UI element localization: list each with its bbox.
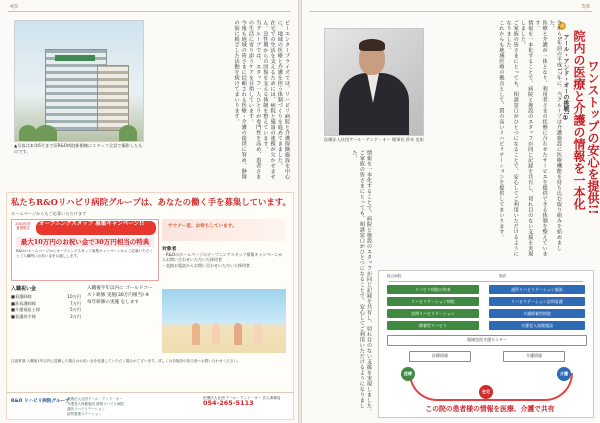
targets-block [162, 245, 286, 268]
contact-label: 医療法人社団 アール・アンド・オー 法人事務局 [203, 396, 281, 400]
diagram-box: リハビリテーション病院 [387, 297, 479, 306]
right-body-text-lower [310, 150, 372, 416]
recruit-footer [7, 392, 293, 419]
diagram-box: 通所リハビリテーション施設 [489, 285, 585, 294]
bonus-table [11, 285, 81, 320]
recruit-banner-photo [162, 219, 286, 241]
contact-block [203, 396, 280, 407]
body-paragraph: ビーエンタープライズでは、リハビリ病院と介護保険施設を中心に、地域の医療と介護を担う体制づくりを進めてきました。 [276, 20, 290, 180]
body-paragraph: 今後も地域の皆さまに信頼される医療・介護の提供に努め、静岡の街に根ざした活動を続けてまいります。 [233, 20, 247, 180]
person [234, 323, 242, 345]
hair [359, 39, 385, 51]
body-paragraph: ご家族の皆さまにとっても、相談窓口がひとつになることで、安心してご利用いただけるようになりました。 [351, 150, 365, 409]
body-paragraph: 在宅での生活を支えるためには、病院と施設の連携が欠かせません。急性期からの回復を支える体制を整えています。 [262, 20, 276, 180]
campaign-box [11, 219, 159, 281]
info-sharing-diagram [378, 270, 594, 418]
facility-item: 介護老人保健施設 静岡リハビリ病院 [67, 402, 125, 406]
person [192, 323, 200, 345]
recruit-headline: 私たちR&Oリハビリ病院グループは、あなたの働く手を募集しています。 [11, 197, 291, 207]
diagram-box: 介護情報 [503, 351, 565, 362]
bonus-role: ■看護師様 [11, 294, 32, 299]
diagram-box: リハビリ病院の外来 [387, 285, 479, 294]
person [254, 323, 262, 345]
bonus-role: ■看護助手様 [11, 313, 36, 319]
hospital-building-photo [14, 20, 144, 142]
body-paragraph: 今から5年前の平成17年に、当グループは介護施設に医療機能を持ち込む取り組みを始めました。 [548, 20, 562, 251]
building-sign [55, 55, 95, 61]
series-title: アール・アンド・オーの挑戦!① [562, 34, 569, 122]
targets-title: 対象者 [162, 247, 177, 252]
targets-item: ・直接お電話からお問い合わせいただいた採用者 [162, 262, 250, 268]
bonus-table-title: 入職祝い金 [11, 286, 37, 292]
bonus-row [11, 314, 81, 321]
facility-item: 訪問看護ステーション [67, 412, 102, 416]
body-paragraph: 医療と介護が一体となり、利用者さまの状態に合わせたサービスを提供できる体制を整えています。 [534, 20, 548, 257]
diagram-header-left: 総合病院 [387, 274, 402, 278]
targets-item: ・R&Oのホームページのオープニングスタッフ募集キャンペーンからお問い合わせいただいた採用者 [162, 252, 283, 263]
recruit-note: 注意事項:入職後1年以内に退職した場合はお祝い金を返還していただく場合がございます。詳しくは各施設の担当者へお問い合わせください。 [11, 359, 241, 363]
diagram-box: 地域包括支援センター [387, 335, 587, 346]
right-top-rule [310, 11, 592, 12]
diagram-circle: 医療 [401, 367, 415, 381]
facility-item: 医療法人社団アール・アンド・オー [67, 397, 123, 401]
recruit-sub: ホームページからもご応募いただけます [11, 211, 87, 216]
beach-photo [162, 289, 286, 353]
right-body-text [430, 20, 562, 260]
bonus-amount: 3万円 [69, 313, 81, 319]
group-logo: R&O リハビリ病院グループ [11, 399, 70, 404]
right-page [302, 0, 600, 423]
diagram-caption: この院の患者様の情報を医療、介護で共有 [425, 405, 555, 413]
headline-2: ワンストップの安心を提供!! [586, 60, 600, 215]
tree [35, 125, 57, 141]
banner-text: サウナー室、お待ちしています。 [168, 224, 237, 229]
facility-item: 通所リハビリテーション [67, 407, 106, 411]
diagram-box: 介護老人保健施設 [489, 321, 585, 330]
campaign-year: 2010年度 夏期限定 [15, 222, 31, 230]
left-page [0, 0, 298, 423]
body-paragraph: 情報を一本化することで、病院と施設のスタッフが同じ記録を共有し、切れ目のない支援を実現しました。 [366, 150, 372, 414]
campaign-head: オープニングスタッフ 募集キャンペーン!! [36, 221, 156, 235]
training-bonus-text: 入職後半年以内に ゴールドコースト研修 実施(30万円相当) ※毎年研修の実施 をします [87, 286, 153, 305]
body-paragraph: これからも地域医療の拠点として、質の高いリハビリテーションを提供してまいります。 [498, 20, 505, 240]
bonus-amount: 5万円 [69, 307, 81, 312]
bonus-role: ■准看護師様 [11, 300, 36, 306]
body-paragraph: ご家族の皆さまにとっても、相談窓口がひとつになることで、安心してご利用いただけるようになりました。 [505, 20, 519, 257]
person [212, 323, 220, 345]
body-paragraph: 情報を一本化することで、病院と施設のスタッフが同じ記録を共有し、切れ目のない支援を実現しました。 [519, 20, 534, 257]
body-paragraph: 当グループでは、スタッフ一人ひとりが専門性を高め、患者さまの生活に寄り添うケアを目指しています。 [247, 20, 262, 180]
diagram-box: リハビリテーション訪問看護 [489, 297, 585, 306]
chairman-portrait-photo [324, 28, 424, 136]
right-folio: 5|6 [581, 4, 590, 10]
left-top-rule [8, 11, 290, 12]
diagram-box: 療養型リハビリ [387, 321, 479, 330]
bonus-role: ■介護福祉士様 [11, 307, 41, 312]
recruitment-ad [6, 192, 294, 420]
building-photo-caption: ▲写真は本年6月まで旧R&O病院新館棟にスタッフ全員で撮影したものです。 [14, 143, 143, 154]
diagram-box: 介護療養型病院 [489, 309, 585, 318]
left-folio: 4|5 [10, 4, 19, 10]
diagram-circle: 在宅 [479, 385, 493, 399]
left-body-text [150, 20, 290, 184]
campaign-amount: 最大10万円のお祝い金で30万円相当の特典 [16, 237, 154, 247]
diagram-header-right: 施設 [499, 274, 507, 278]
bonus-amount: 10万円 [67, 294, 81, 299]
diagram-box: 医療情報 [409, 351, 471, 362]
diagram-rule [389, 281, 583, 282]
bonus-amount: 7万円 [69, 300, 81, 306]
contact-phone: 054-265-5113 [203, 399, 254, 407]
diagram-circle: 介護 [557, 367, 571, 381]
campaign-body: R&Oのホームページからオープニングスタッフ募集キャンペーンからご応募いただくとご入職時にお祝い金をお渡しします。 [16, 249, 153, 258]
headline-1: 院内の医療と介護の情報を一本化 [572, 30, 586, 210]
facility-list [67, 397, 197, 417]
building-annex [97, 65, 129, 131]
diagram-box: 訪問リハビリテーション [387, 309, 479, 318]
portrait-caption: 医療法人社団アール・アンド・オー 理事長 鈴木 克彰 [324, 137, 424, 142]
tree [119, 125, 137, 141]
